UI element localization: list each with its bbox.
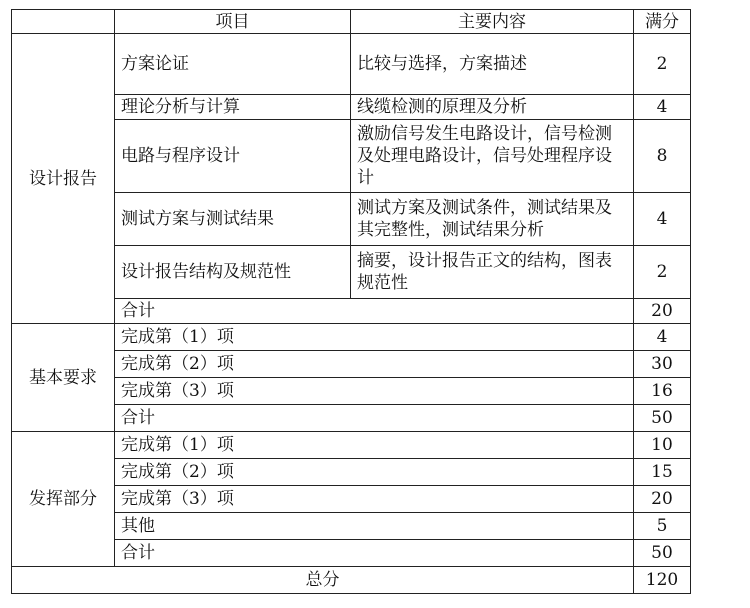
row-score: 8 <box>634 120 691 193</box>
row-content: 激励信号发生电路设计，信号检测及处理电路设计，信号处理程序设计 <box>351 120 634 193</box>
score-table <box>11 9 691 594</box>
category-basic-requirements: 基本要求 <box>12 324 115 432</box>
subtotal-score: 20 <box>634 299 691 324</box>
category-extended-part: 发挥部分 <box>12 432 115 567</box>
row-item: 测试方案与测试结果 <box>115 193 351 246</box>
row-item: 方案论证 <box>115 34 351 95</box>
header-blank <box>12 10 115 34</box>
row-item: 完成第（1）项 <box>115 432 634 459</box>
table-row <box>12 324 691 351</box>
row-item: 完成第（2）项 <box>115 459 634 486</box>
row-score: 4 <box>634 193 691 246</box>
subtotal-score: 50 <box>634 540 691 567</box>
row-item: 完成第（3）项 <box>115 486 634 513</box>
row-content: 线缆检测的原理及分析 <box>351 95 634 120</box>
row-score: 2 <box>634 246 691 299</box>
row-score: 10 <box>634 432 691 459</box>
table-row <box>12 432 691 459</box>
row-score: 2 <box>634 34 691 95</box>
subtotal-score: 50 <box>634 405 691 432</box>
header-score: 满分 <box>634 10 691 34</box>
category-design-report: 设计报告 <box>12 34 115 324</box>
row-score: 30 <box>634 351 691 378</box>
grand-total-label: 总分 <box>12 567 634 594</box>
header-item: 项目 <box>115 10 351 34</box>
row-content: 比较与选择，方案描述 <box>351 34 634 95</box>
row-score: 5 <box>634 513 691 540</box>
row-item: 完成第（2）项 <box>115 351 634 378</box>
row-score: 20 <box>634 486 691 513</box>
row-item: 其他 <box>115 513 634 540</box>
row-score: 4 <box>634 95 691 120</box>
row-item: 电路与程序设计 <box>115 120 351 193</box>
subtotal-label: 合计 <box>115 405 634 432</box>
grand-total-score: 120 <box>634 567 691 594</box>
subtotal-label: 合计 <box>115 540 634 567</box>
row-score: 16 <box>634 378 691 405</box>
table-row <box>12 34 691 95</box>
header-content: 主要内容 <box>351 10 634 34</box>
row-content: 测试方案及测试条件，测试结果及其完整性，测试结果分析 <box>351 193 634 246</box>
row-score: 15 <box>634 459 691 486</box>
row-item: 完成第（1）项 <box>115 324 634 351</box>
row-content: 摘要，设计报告正文的结构，图表规范性 <box>351 246 634 299</box>
row-item: 设计报告结构及规范性 <box>115 246 351 299</box>
subtotal-label: 合计 <box>115 299 634 324</box>
row-score: 4 <box>634 324 691 351</box>
row-item: 完成第（3）项 <box>115 378 634 405</box>
row-item: 理论分析与计算 <box>115 95 351 120</box>
grand-total-row <box>12 567 691 594</box>
header-row <box>12 10 691 34</box>
